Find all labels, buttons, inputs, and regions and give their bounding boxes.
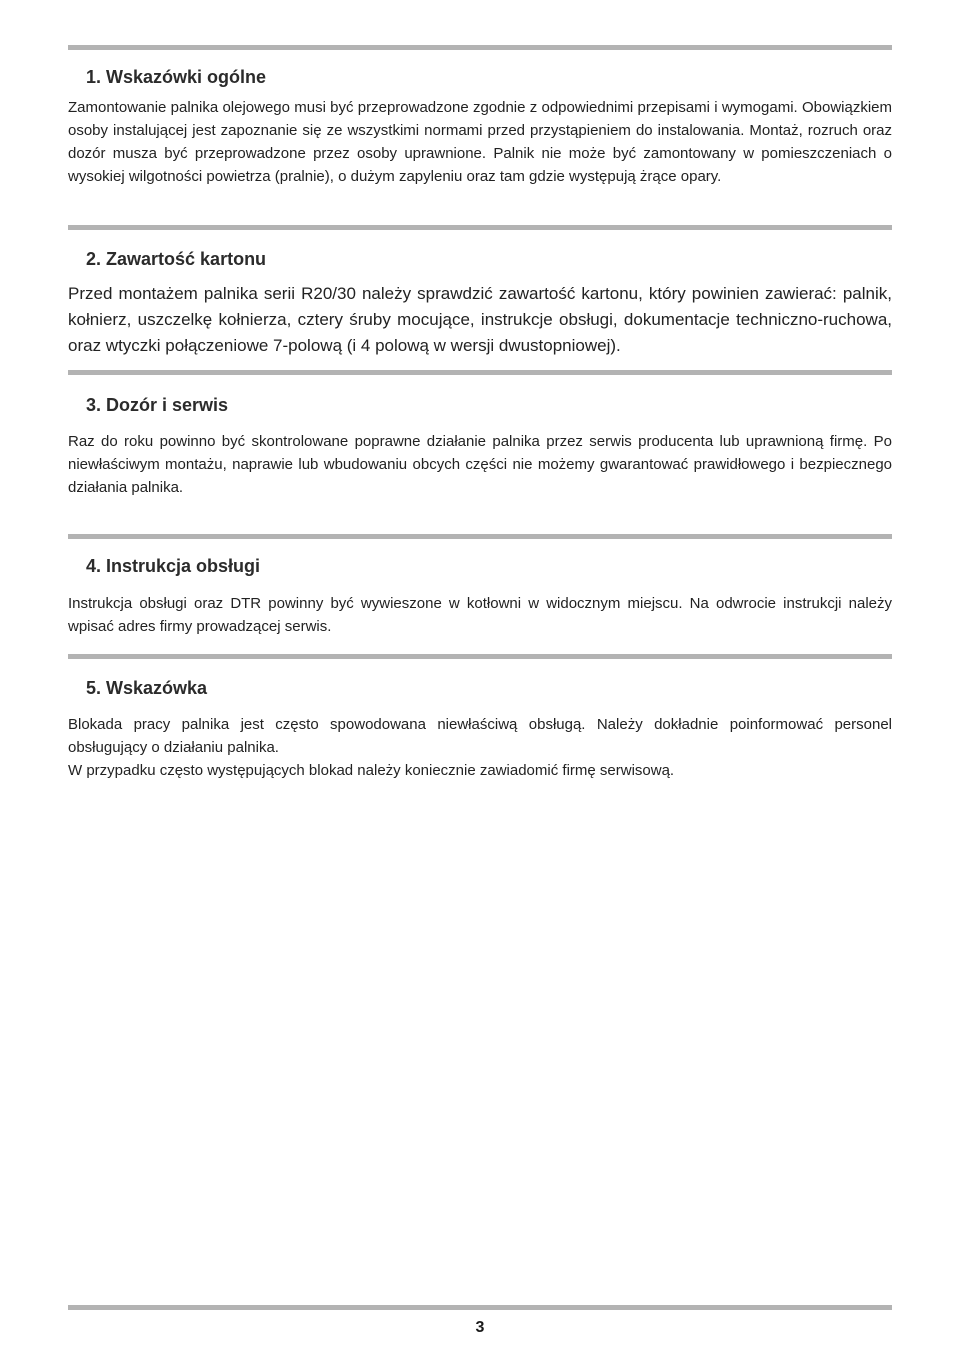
page-number: 3 xyxy=(475,1319,485,1336)
section-divider xyxy=(68,654,892,659)
section-paragraph: Zamontowanie palnika olejowego musi być przeprowadzone zgodnie z odpowiednimi przepisami i wymogami. Obowiązkiem osoby instalującej jest zapoznanie się ze wszystkimi normami przed przystąpieniem do instalowania. Montaż, rozruch oraz dozór musza być przeprowadzone przez osoby uprawnione. Palnik nie może być zamontowany w pomieszczeniach o wysokiej wilgotności powietrza (pralnie), o dużym zapyleniu oraz tam gdzie występują żrące opary. xyxy=(68,99,892,185)
paragraph-line: Blokada pracy palnika jest często spowodowana niewłaściwą obsługą. Należy dokładnie poinformować personel obsługujący o działaniu palnika. xyxy=(68,716,892,756)
section-divider xyxy=(68,45,892,50)
section-paragraph: Instrukcja obsługi oraz DTR powinny być wywieszone w kotłowni w widocznym miejscu. Na odwrocie instrukcji należy wpisać adres firmy prowadzącej serwis. xyxy=(68,595,892,635)
section-paragraph: Przed montażem palnika serii R20/30 należy sprawdzić zawartość kartonu, który powinien zawierać: palnik, kołnierz, uszczelkę kołnierza, cztery śruby mocujące, instrukcje obsługi, dokumentacje techniczno-ruchowa, oraz wtyczki połączeniowe 7-polową (i 4 polową w wersji dwustopniowej). xyxy=(68,284,892,355)
section-heading-operating-instructions: 4. Instrukcja obsługi xyxy=(86,556,261,576)
section-paragraph: Raz do roku powinno być skontrolowane poprawne działanie palnika przez serwis producenta lub uprawnioną firmę. Po niewłaściwym montażu, naprawie lub wbudowaniu obcych części nie możemy gwarantować prawidłowego i bezpiecznego działania palnika. xyxy=(68,433,892,496)
section-heading-general-guidelines: 1. Wskazówki ogólne xyxy=(86,67,267,87)
section-divider xyxy=(68,225,892,230)
section-heading-tip: 5. Wskazówka xyxy=(86,678,208,698)
paragraph-line: W przypadku często występujących blokad należy koniecznie zawiadomić firmę serwisową. xyxy=(68,762,675,779)
section-divider xyxy=(68,534,892,539)
section-heading-box-contents: 2. Zawartość kartonu xyxy=(86,249,267,269)
footer-divider xyxy=(68,1305,892,1310)
section-divider xyxy=(68,370,892,375)
section-paragraph xyxy=(68,713,892,782)
section-heading-supervision-service: 3. Dozór i serwis xyxy=(86,395,229,415)
